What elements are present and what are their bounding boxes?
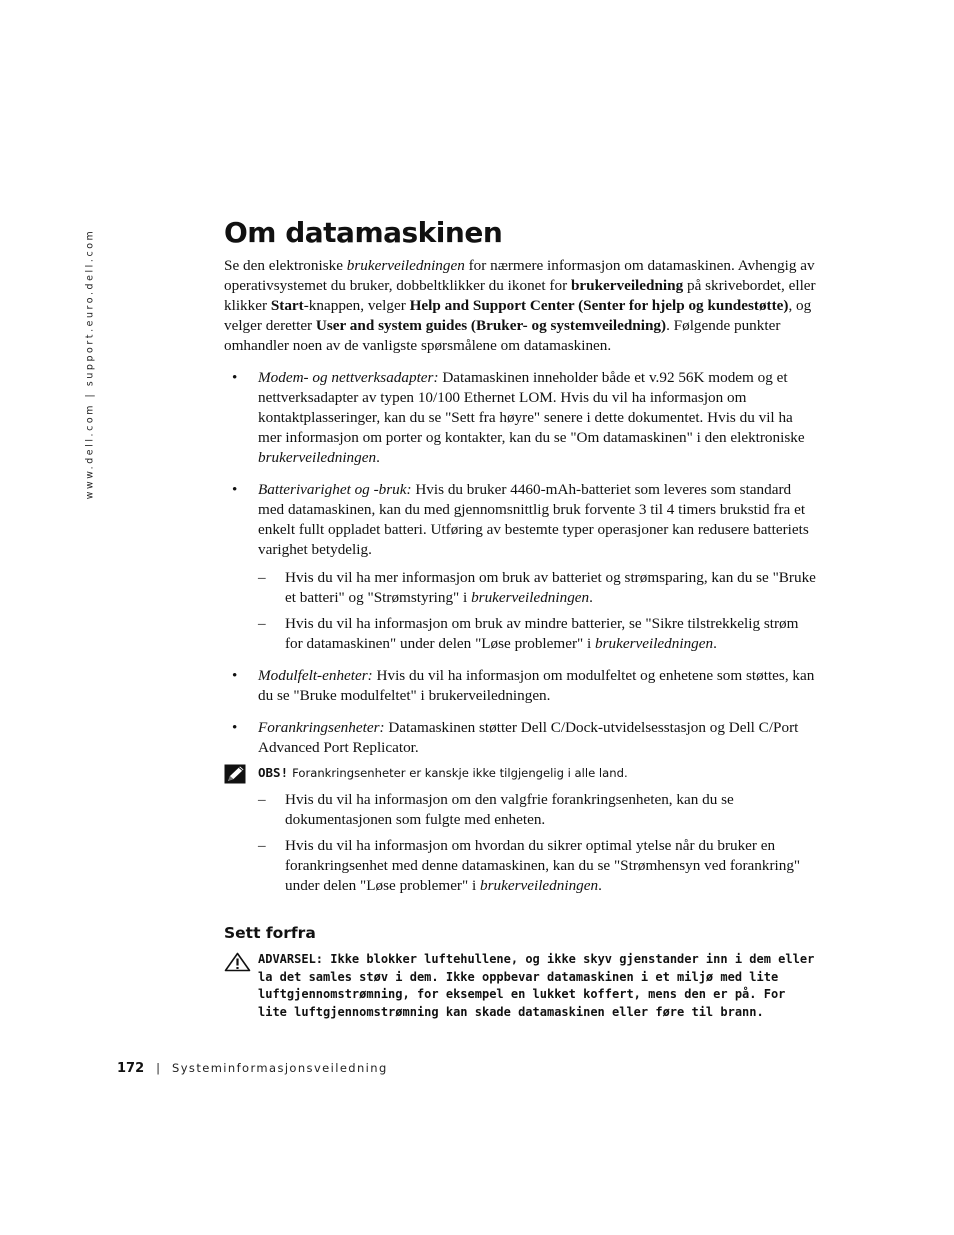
intro-em-user-guide: brukerveiledningen	[346, 257, 465, 274]
page-footer	[117, 1061, 388, 1076]
battery-sublist	[224, 568, 816, 654]
note-label: OBS!	[258, 765, 289, 780]
main-content	[224, 210, 816, 1021]
sub-end: .	[598, 877, 602, 894]
intro-text-4: -knappen, velger	[303, 297, 410, 314]
intro-bold-user-system-guides: User and system guides (Bruker- og systemveiledning)	[315, 317, 667, 334]
item-text: Hvis du bruker 4460-mAh-batteriet som leveres som standard med datamaskinen, kan du med gjennomsnittlig bruk forvente 3 til 4 timers brukstid fra et enkelt fullt oppladet batteri. Utføring av bestemte typer operasjoner kan redusere batteriets varighet betydelig.	[258, 481, 809, 558]
sub-item-battery-usage	[224, 568, 816, 608]
dash-marker: –	[258, 837, 266, 854]
intro-bold-help-center: Help and Support Center (Senter for hjelp og kundestøtte)	[409, 297, 789, 314]
intro-text-5: , og velger deretter	[224, 297, 812, 334]
intro-text-3: på skrivebordet, eller klikker	[224, 277, 816, 314]
sub-text: Hvis du vil ha informasjon om bruk av mindre batterier, se "Sikre tilstrekkelig strøm for datamaskinen" under delen "Løse problemer" i	[285, 615, 799, 652]
sub-text: Hvis du vil ha informasjon om hvordan du sikrer optimal ytelse når du bruker en forankringsenhet med denne datamaskinen, kan du se "Strømhensyn ved forankring" under delen "Løse problemer" i	[285, 837, 801, 894]
sub-em: brukerveiledningen	[480, 877, 599, 894]
sub-item-docking-performance	[224, 836, 816, 896]
list-item-docking	[224, 718, 816, 758]
feature-list	[224, 368, 816, 758]
warning-text	[258, 951, 816, 1021]
sub-em: brukerveiledningen	[471, 589, 590, 606]
footer-separator: |	[156, 1061, 161, 1075]
bullet-marker: •	[232, 481, 238, 498]
intro-paragraph	[224, 256, 816, 356]
sub-item-docking-docs	[224, 790, 816, 830]
dash-marker: –	[258, 569, 266, 586]
note-text: Forankringsenheter er kanskje ikke tilgjengelig i alle land.	[292, 766, 628, 780]
warning-triangle-icon	[224, 952, 251, 977]
item-label: Modem- og nettverksadapter:	[258, 369, 439, 386]
intro-text-2: for nærmere informasjon om datamaskinen. Avhengig av operativsystemet du bruker, dobbeltklikker du ikonet for	[224, 257, 815, 294]
intro-bold-user-guide-icon: brukerveiledning	[570, 277, 684, 294]
page-title: Om datamaskinen	[224, 216, 503, 249]
sidebar-url-text: www.dell.com | support.euro.dell.com	[84, 228, 96, 500]
warning-label: ADVARSEL:	[258, 952, 324, 966]
bullet-marker: •	[232, 369, 238, 386]
battery-subitems	[224, 568, 816, 654]
item-label: Forankringsenheter:	[258, 719, 385, 736]
section-heading-front-view: Sett forfra	[224, 924, 316, 942]
list-item-module-bay	[224, 666, 816, 706]
item-em: brukerveiledningen	[258, 449, 377, 466]
list-item-battery	[224, 480, 816, 560]
note-pencil-icon	[224, 764, 246, 789]
intro-bold-start: Start	[270, 297, 304, 314]
sub-text: Hvis du vil ha mer informasjon om bruk av batteriet og strømsparing, kan du se "Bruke et batteri" og "Strømstyring" i	[285, 569, 816, 606]
sidebar-url	[83, 226, 97, 502]
intro-text-1: Se den elektroniske	[224, 257, 347, 274]
item-end: .	[376, 449, 380, 466]
page-number: 172	[117, 1061, 145, 1076]
dash-marker: –	[258, 615, 266, 632]
sub-end: .	[713, 635, 717, 652]
intro-text-6: . Følgende punkter omhandler noen av de vanligste spørsmålene om datamaskinen.	[224, 317, 781, 354]
bullet-marker: •	[232, 667, 238, 684]
list-item-modem	[224, 368, 816, 468]
note-box	[224, 764, 816, 784]
warning-box	[224, 951, 816, 1021]
sub-em: brukerveiledningen	[595, 635, 714, 652]
dash-marker: –	[258, 791, 266, 808]
sub-text: Hvis du vil ha informasjon om den valgfrie forankringsenheten, kan du se dokumentasjonen som fulgte med enheten.	[285, 791, 734, 828]
bullet-marker: •	[232, 719, 238, 736]
publication-title: Systeminformasjonsveiledning	[172, 1061, 388, 1075]
sub-end: .	[589, 589, 593, 606]
item-text: Datamaskinen inneholder både et v.92 56K modem og et nettverksadapter av typen 10/100 Ethernet LOM. Hvis du vil ha informasjon om kontaktplasseringer, kan du se "Sett fra høyre" senere i dette dokumentet. Hvis du vil ha mer informasjon om porter og kontakter, kan du se "Om datamaskinen" i den elektroniske	[258, 369, 805, 446]
warning-body: Ikke blokker luftehullene, og ikke skyv gjenstander inn i dem eller la det samles støv i dem. Ikke oppbevar datamaskinen i et miljø med lite luftgjennomstrømning, for eksempel en lukket koffert, mens den er på. For lite luftgjennomstrømning kan skade datamaskinen eller føre til brann.	[258, 952, 815, 1019]
item-text: Hvis du vil ha informasjon om modulfeltet og enhetene som støttes, kan du se "Bruke modulfeltet" i brukerveiledningen.	[258, 667, 815, 704]
sub-item-small-batteries	[224, 614, 816, 654]
item-text: Datamaskinen støtter Dell C/Dock-utvidelsesstasjon og Dell C/Port Advanced Port Replicator.	[258, 719, 799, 756]
item-label: Modulfelt-enheter:	[258, 667, 373, 684]
docking-sublist	[224, 790, 816, 896]
item-label: Batterivarighet og -bruk:	[258, 481, 412, 498]
